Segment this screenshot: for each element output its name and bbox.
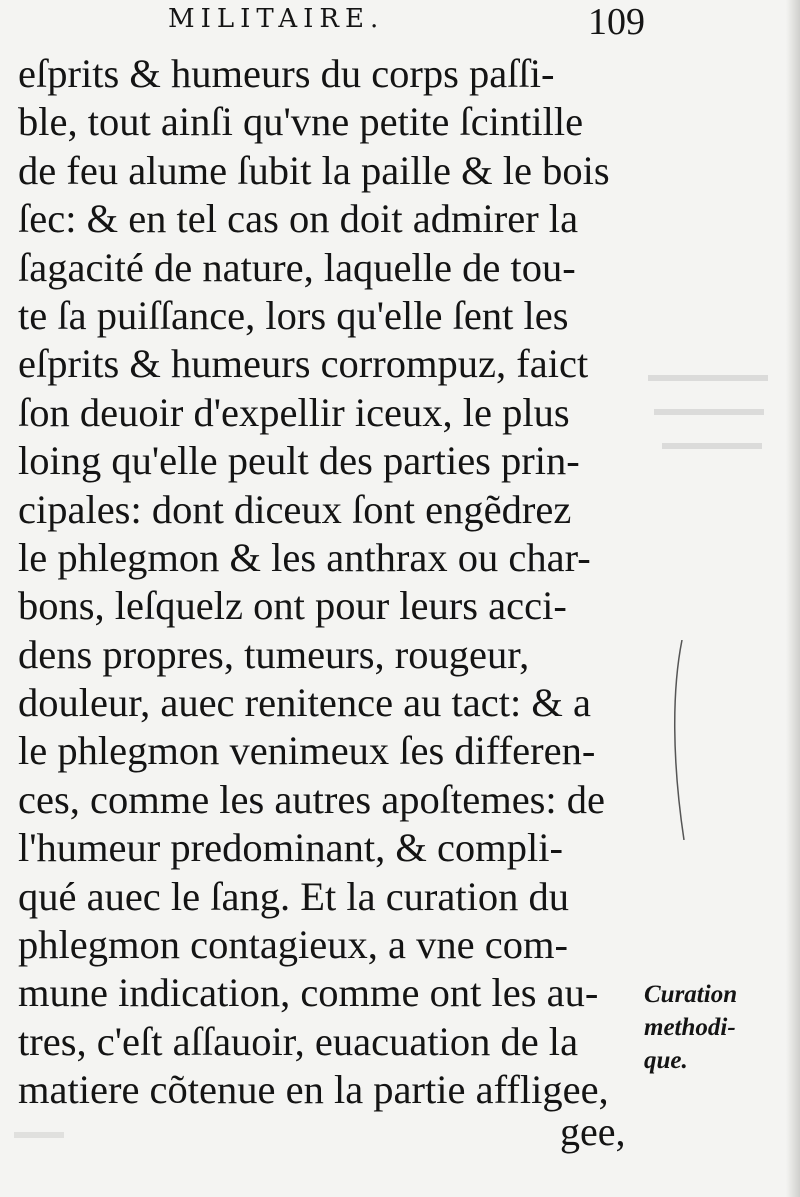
text-line: eſprits & humeurs corrompuz, faict bbox=[18, 341, 589, 387]
text-line: bons, leſquelz ont pour leurs acci- bbox=[18, 583, 567, 629]
text-line: cipales: dont diceux ſont engẽdrez bbox=[18, 486, 572, 532]
text-line: tres, c'eſt aſſauoir, euacuation de la bbox=[18, 1018, 579, 1064]
marginal-note-line: Curation bbox=[644, 981, 738, 1008]
text-line: dens propres, tumeurs, rougeur, bbox=[18, 631, 530, 677]
text-line: ble, tout ainſi qu'vne petite ſcintille bbox=[18, 99, 584, 145]
text-line: le phlegmon venimeux ſes differen- bbox=[18, 728, 596, 774]
page-header bbox=[0, 0, 800, 50]
text-line: ſagacité de nature, laquelle de tou- bbox=[18, 244, 576, 290]
text-line: ſon deuoir d'expellir iceux, le plus bbox=[18, 389, 570, 435]
text-line: douleur, auec renitence au tact: & a bbox=[18, 680, 591, 726]
text-line: le phlegmon & les anthrax ou char- bbox=[18, 534, 591, 580]
text-line: phlegmon contagieux, a vne com- bbox=[18, 922, 568, 968]
page-number: 109 bbox=[588, 1, 645, 43]
text-line: de feu alume ſubit la paille & le bois bbox=[18, 147, 610, 193]
body-text bbox=[18, 50, 638, 1115]
text-line: loing qu'elle peult des parties prin- bbox=[18, 438, 580, 484]
text-line: ſec: & en tel cas on doit admirer la bbox=[18, 196, 579, 242]
catchword: gee, bbox=[560, 1109, 626, 1154]
show-through-bleed-mark-bottom bbox=[10, 1120, 70, 1160]
marginal-note-line: methodi- bbox=[644, 1014, 736, 1041]
text-line: matiere cõtenue en la partie affligee, bbox=[18, 1067, 609, 1113]
show-through-bleed-mark bbox=[640, 365, 790, 475]
running-head: MILITAIRE. bbox=[168, 4, 385, 34]
text-line: mune indication, comme ont les au- bbox=[18, 970, 599, 1016]
text-line: eſprits & humeurs du corps paſſi- bbox=[18, 51, 555, 96]
text-line: l'humeur predominant, & compli- bbox=[18, 825, 563, 871]
text-line: ces, comme les autres apoſtemes: de bbox=[18, 776, 606, 822]
text-line: qué auec le ſang. Et la curation du bbox=[18, 873, 570, 919]
text-line: te ſa puiſſance, lors qu'elle ſent les bbox=[18, 292, 569, 338]
marginal-note-line: que. bbox=[644, 1047, 688, 1074]
marginal-note bbox=[644, 978, 794, 1077]
margin-pencil-mark bbox=[668, 640, 688, 840]
